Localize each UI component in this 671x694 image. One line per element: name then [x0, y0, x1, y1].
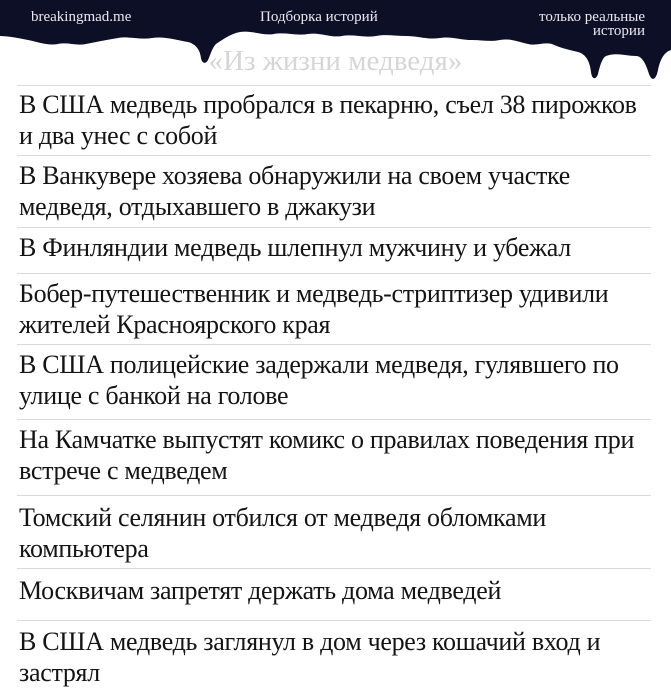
story-link[interactable]: На Камчатке выпустят комикс о правилах поведения при встрече с медведем [19, 425, 635, 485]
story-link[interactable]: Томский селянин отбился от медведя обломками компьютера [19, 503, 546, 563]
divider [17, 344, 651, 345]
page-title: «Из жизни медведя» [208, 45, 463, 77]
divider [17, 227, 651, 228]
divider [17, 155, 651, 156]
divider [17, 419, 651, 420]
divider [17, 273, 651, 274]
story-link[interactable]: В США медведь заглянул в дом через кошачий вход и застрял [19, 627, 601, 687]
divider [17, 495, 651, 496]
site-name-link[interactable]: breakingmad.me [31, 9, 132, 25]
story-link[interactable]: В Финляндии медведь шлепнул мужчину и убежал [19, 233, 571, 262]
story-link[interactable]: В Ванкувере хозяева обнаружили на своем участке медведя, отдыхавшего в джакузи [19, 161, 570, 221]
story-link[interactable]: Бобер-путешественник и медведь-стриптизер удивили жителей Красноярского края [19, 279, 609, 339]
story-link[interactable]: В США полицейские задержали медведя, гулявшего по улице с банкой на голове [19, 350, 619, 410]
story-link[interactable]: Москвичам запретят держать дома медведей [19, 576, 502, 605]
story-link[interactable]: В США медведь пробрался в пекарню, съел 38 пирожков и два унес с собой [19, 90, 637, 150]
divider [17, 568, 651, 569]
site-tagline: только реальные истории [539, 9, 645, 39]
divider [17, 620, 651, 621]
divider [17, 85, 651, 86]
section-name-link[interactable]: Подборка историй [260, 9, 378, 25]
